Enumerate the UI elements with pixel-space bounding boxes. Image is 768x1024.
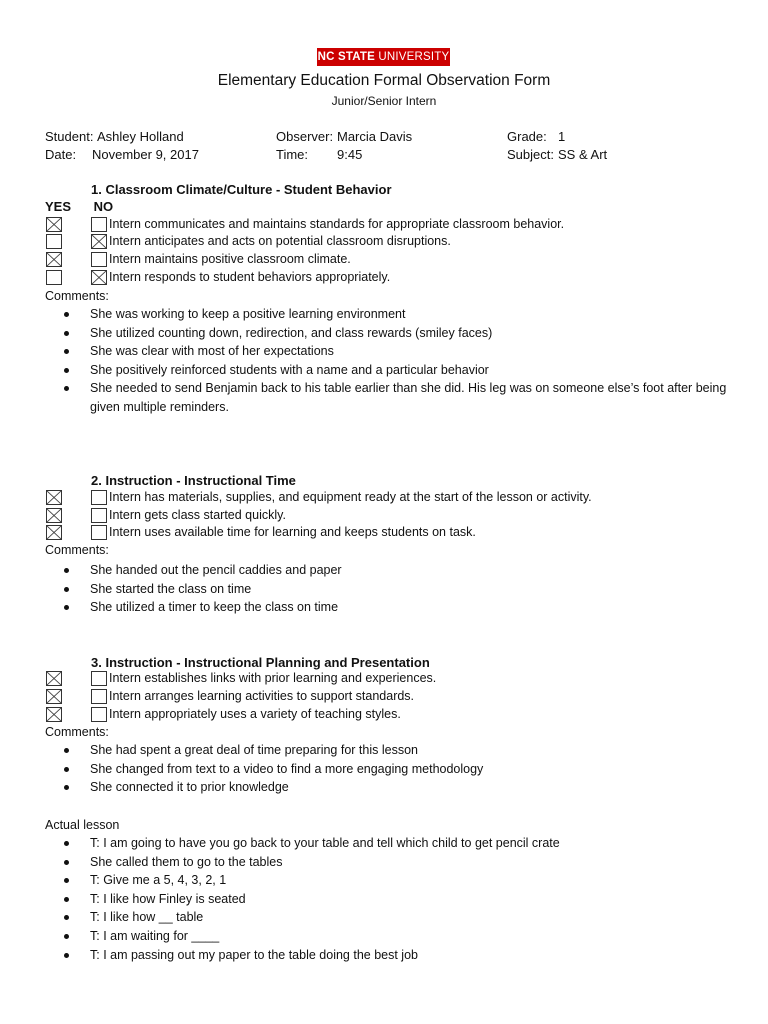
lesson-text: T: I like how Finley is seated xyxy=(90,891,246,906)
yes-checkbox[interactable] xyxy=(46,508,62,523)
yes-checkbox[interactable] xyxy=(46,671,62,686)
yes-checkbox[interactable] xyxy=(46,270,62,285)
date-value: November 9, 2017 xyxy=(92,147,199,162)
bullet-icon xyxy=(64,587,69,592)
comment-text: She was clear with most of her expectations xyxy=(90,344,334,359)
yes-checkbox[interactable] xyxy=(46,689,62,704)
no-checkbox[interactable] xyxy=(91,252,107,267)
criterion-text: Intern uses available time for learning and keeps students on task. xyxy=(109,525,476,539)
no-checkbox[interactable] xyxy=(91,217,107,232)
lesson-item xyxy=(64,946,734,965)
criterion-text: Intern responds to student behaviors appropriately. xyxy=(109,270,391,284)
criterion-text: Intern communicates and maintains standards for appropriate classroom behavior. xyxy=(109,217,565,231)
bullet-icon xyxy=(64,767,69,772)
grade-label: Grade: xyxy=(507,129,547,144)
yes-checkbox[interactable] xyxy=(46,707,62,722)
yes-checkbox[interactable] xyxy=(46,490,62,505)
criterion-row xyxy=(46,524,746,541)
lesson-text: T: I am waiting for ____ xyxy=(90,928,220,943)
comment-text: She handed out the pencil caddies and paper xyxy=(90,563,342,577)
comment-item xyxy=(64,598,734,617)
comment-text: She needed to send Benjamin back to his table earlier than she did. His leg was on someone else’s foot after being given multiple reminders. xyxy=(90,381,727,414)
yes-checkbox[interactable] xyxy=(46,252,62,267)
criterion-row xyxy=(46,216,746,233)
lesson-item xyxy=(64,834,734,853)
x-mark-icon xyxy=(47,526,61,539)
no-label: NO xyxy=(93,199,114,214)
bullet-icon xyxy=(64,860,69,865)
yes-checkbox[interactable] xyxy=(46,234,62,249)
comment-item xyxy=(64,305,734,324)
observer-label: Observer: xyxy=(276,129,334,144)
criterion-text: Intern has materials, supplies, and equipment ready at the start of the lesson or activity. xyxy=(109,490,592,504)
lesson-text: T: I am going to have you go back to your table and tell which child to get pencil crate xyxy=(90,836,560,850)
section-2-comments xyxy=(64,561,734,617)
lesson-text: T: I am passing out my paper to the table doing the best job xyxy=(90,947,418,962)
nc-state-logo: NC STATE UNIVERSITY xyxy=(317,48,450,66)
criterion-text: Intern establishes links with prior learning and experiences. xyxy=(109,671,437,685)
bullet-icon xyxy=(64,953,69,958)
criterion-row xyxy=(46,233,746,250)
comment-item xyxy=(64,379,734,416)
criterion-text: Intern appropriately uses a variety of teaching styles. xyxy=(109,707,401,721)
student-value: Ashley Holland xyxy=(97,129,184,144)
comment-item xyxy=(64,561,734,580)
no-checkbox[interactable] xyxy=(91,525,107,540)
criterion-row xyxy=(46,251,746,268)
time-value: 9:45 xyxy=(337,147,363,162)
student-label: Student: xyxy=(45,129,94,144)
criterion-text: Intern anticipates and acts on potential classroom disruptions. xyxy=(109,234,451,248)
criterion-row xyxy=(46,269,746,286)
section-3-comments-label: Comments: xyxy=(45,725,109,739)
x-mark-icon xyxy=(47,253,61,266)
observer-value: Marcia Davis xyxy=(337,129,413,144)
bullet-icon xyxy=(64,878,69,883)
bullet-icon xyxy=(64,915,69,920)
no-checkbox[interactable] xyxy=(91,234,107,249)
criterion-text: Intern gets class started quickly. xyxy=(109,508,286,522)
comment-text: She changed from text to a video to find a more engaging methodology xyxy=(90,761,484,776)
grade-value: 1 xyxy=(558,129,566,144)
section-3-title: 3. Instruction - Instructional Planning and Presentation xyxy=(91,655,430,670)
lesson-item xyxy=(64,871,734,890)
lesson-item xyxy=(64,927,734,946)
bullet-icon xyxy=(64,934,69,939)
comment-item xyxy=(64,741,734,760)
section-2-title: 2. Instruction - Instructional Time xyxy=(91,473,296,488)
x-mark-icon xyxy=(47,509,61,522)
x-mark-icon xyxy=(47,690,61,703)
comment-text: She utilized counting down, redirection, and class rewards (smiley faces) xyxy=(90,325,493,340)
criterion-row xyxy=(46,688,746,705)
form-subtitle: Junior/Senior Intern xyxy=(331,94,437,108)
section-1-comments-label: Comments: xyxy=(45,289,109,303)
criterion-row xyxy=(46,489,746,506)
lesson-item xyxy=(64,890,734,909)
date-label: Date: xyxy=(45,147,77,162)
bullet-icon xyxy=(64,897,69,902)
no-checkbox[interactable] xyxy=(91,490,107,505)
bullet-icon xyxy=(64,605,69,610)
bullet-icon xyxy=(64,568,69,573)
section-1-comments xyxy=(64,305,734,417)
x-mark-icon xyxy=(47,672,61,685)
lesson-item xyxy=(64,853,734,872)
comment-text: She had spent a great deal of time preparing for this lesson xyxy=(90,743,418,757)
form-title: Elementary Education Formal Observation Form xyxy=(217,72,551,89)
bullet-icon xyxy=(64,331,69,336)
comment-text: She connected it to prior knowledge xyxy=(90,780,289,795)
actual-lesson-list xyxy=(64,834,734,964)
comment-item xyxy=(64,342,734,361)
x-mark-icon xyxy=(92,235,106,248)
no-checkbox[interactable] xyxy=(91,270,107,285)
comment-item xyxy=(64,361,734,380)
yes-checkbox[interactable] xyxy=(46,217,62,232)
subject-label: Subject: xyxy=(507,147,554,162)
no-checkbox[interactable] xyxy=(91,689,107,704)
section-1-title: 1. Classroom Climate/Culture - Student Behavior xyxy=(91,182,392,197)
x-mark-icon xyxy=(47,708,61,721)
criterion-row xyxy=(46,670,746,687)
lesson-text: T: Give me a 5, 4, 3, 2, 1 xyxy=(90,873,227,888)
x-mark-icon xyxy=(92,271,106,284)
section-2-comments-label: Comments: xyxy=(45,543,109,557)
bullet-icon xyxy=(64,386,69,391)
lesson-text: She called them to go to the tables xyxy=(90,854,283,869)
criterion-text: Intern arranges learning activities to support standards. xyxy=(109,689,415,703)
x-mark-icon xyxy=(47,491,61,504)
comment-text: She was working to keep a positive learning environment xyxy=(90,307,406,321)
bullet-icon xyxy=(64,312,69,317)
comment-item xyxy=(64,580,734,599)
criterion-text: Intern maintains positive classroom climate. xyxy=(109,252,351,266)
yes-checkbox[interactable] xyxy=(46,525,62,540)
comment-item xyxy=(64,324,734,343)
section-3-comments xyxy=(64,741,734,797)
criterion-row xyxy=(46,507,746,524)
comment-text: She started the class on time xyxy=(90,581,252,596)
bullet-icon xyxy=(64,349,69,354)
no-checkbox[interactable] xyxy=(91,508,107,523)
bullet-icon xyxy=(64,748,69,753)
time-label: Time: xyxy=(276,147,309,162)
actual-lesson-label: Actual lesson xyxy=(45,818,120,832)
bullet-icon xyxy=(64,841,69,846)
bullet-icon xyxy=(64,368,69,373)
comment-item xyxy=(64,778,734,797)
criterion-row xyxy=(46,706,746,723)
no-checkbox[interactable] xyxy=(91,671,107,686)
bullet-icon xyxy=(64,785,69,790)
no-checkbox[interactable] xyxy=(91,707,107,722)
comment-text: She utilized a timer to keep the class on time xyxy=(90,600,339,615)
x-mark-icon xyxy=(47,218,61,231)
comment-item xyxy=(64,760,734,779)
yes-label: YES xyxy=(45,199,72,214)
yes-no-header xyxy=(45,198,113,215)
lesson-text: T: I like how __ table xyxy=(90,910,204,925)
lesson-item xyxy=(64,908,734,927)
subject-value: SS & Art xyxy=(558,147,608,162)
comment-text: She positively reinforced students with a name and a particular behavior xyxy=(90,362,489,377)
